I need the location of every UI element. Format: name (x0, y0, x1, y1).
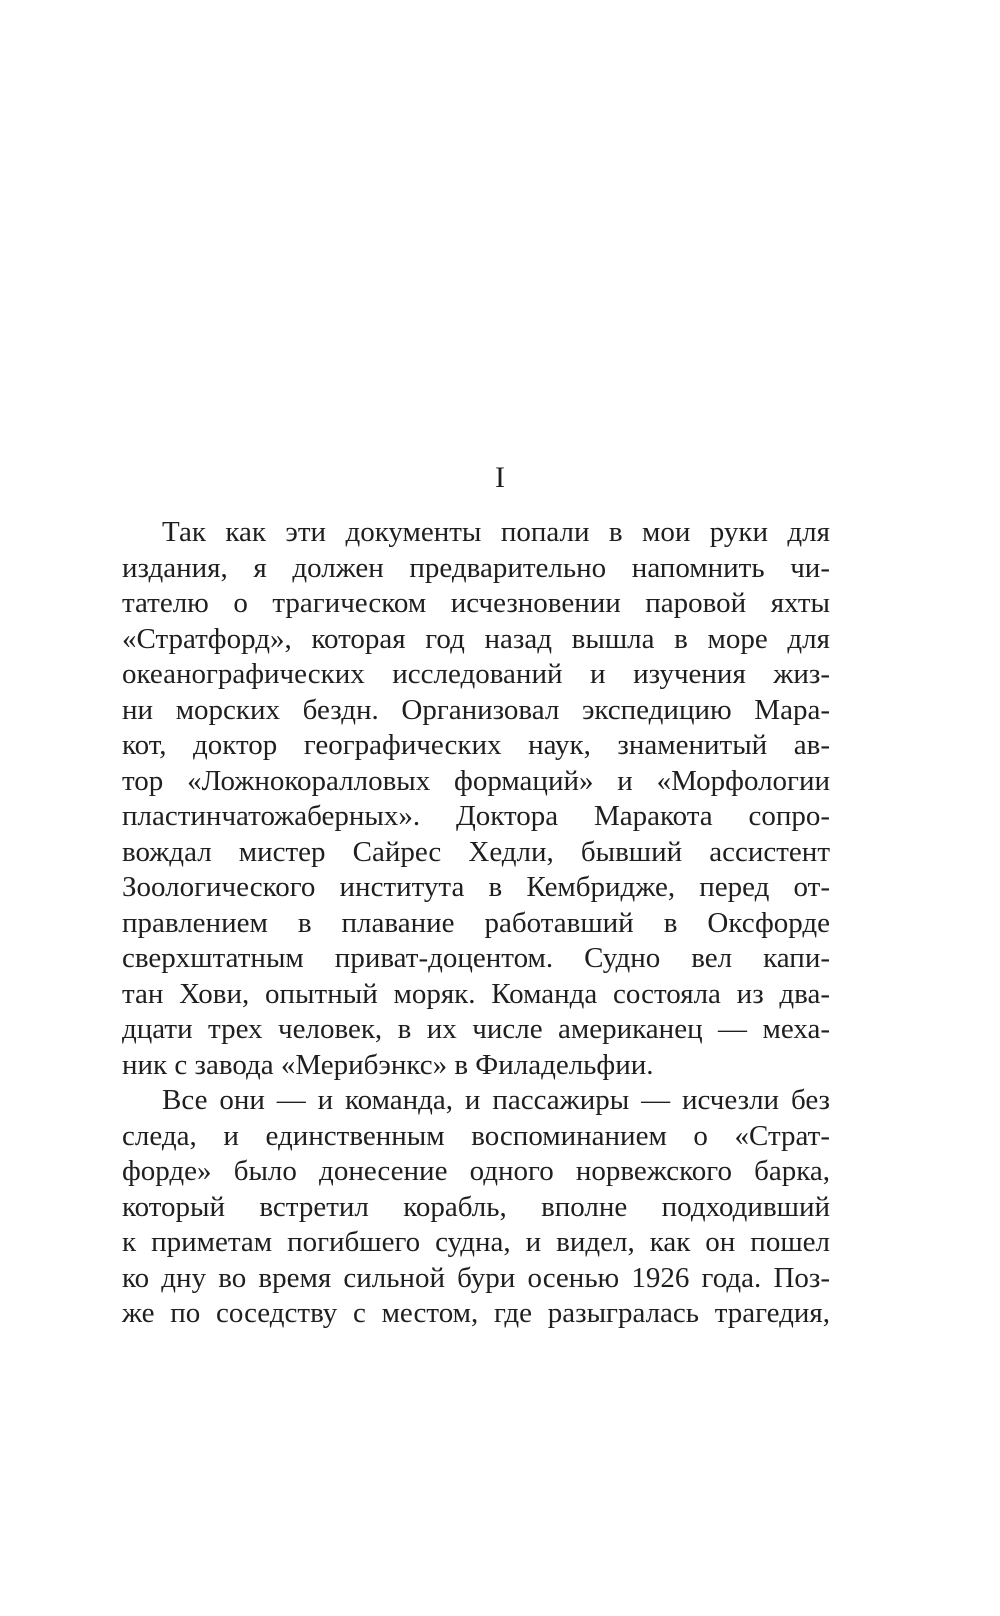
text-line: тан Хови, опытный моряк. Команда состояла из два- (122, 977, 830, 1010)
text-line: ко дну во время сильной бури осенью 1926 года. Поз- (122, 1261, 830, 1294)
chapter-number: I (495, 461, 505, 494)
text-line: океанографических исследований и изучения жиз- (122, 658, 830, 690)
paragraph-1 (122, 515, 830, 1083)
text-line: следа, и единственным воспоминанием о «Страт- (122, 1119, 830, 1152)
text-line: дцати трех человек, в их числе американец — меха- (122, 1013, 830, 1045)
text-line: «Стратфорд», которая год назад вышла в море для (122, 622, 830, 655)
text-line: тор «Ложнокоралловых формаций» и «Морфологии (122, 764, 830, 797)
text-line: форде» было донесение одного норвежского барка, (122, 1155, 830, 1187)
text-line: Зоологического института в Кембридже, перед от- (122, 871, 830, 903)
text-line: правлением в плавание работавший в Оксфорде (122, 906, 830, 939)
paragraph-2 (122, 1083, 830, 1332)
text-line: сверхштатным приват-доцентом. Судно вел капи- (122, 942, 830, 974)
text-line: тателю о трагическом исчезновении паровой яхты (122, 587, 830, 619)
text-line: Так как эти документы попали в мои руки для (162, 516, 830, 548)
body-text (122, 515, 830, 1332)
text-line: издания, я должен предварительно напомнить чи- (122, 551, 830, 584)
text-line: пластинчатожаберных». Доктора Маракота сопро- (122, 800, 830, 832)
text-line: который встретил корабль, вполне подходивший (122, 1190, 830, 1223)
text-line: же по соседству с местом, где разыгралась трагедия, (122, 1297, 830, 1329)
text-line: Все они — и команда, и пассажиры — исчезли без (162, 1084, 830, 1116)
text-line: вождал мистер Сайрес Хедли, бывший ассистент (122, 835, 830, 868)
text-line: к приметам погибшего судна, и видел, как он пошел (122, 1226, 830, 1258)
text-line: ник с завода «Мерибэнкс» в Филадельфии. (122, 1048, 654, 1081)
text-line: кот, доктор географических наук, знаменитый ав- (122, 729, 830, 761)
text-line: ни морских бездн. Организовал экспедицию Мара- (122, 693, 830, 726)
